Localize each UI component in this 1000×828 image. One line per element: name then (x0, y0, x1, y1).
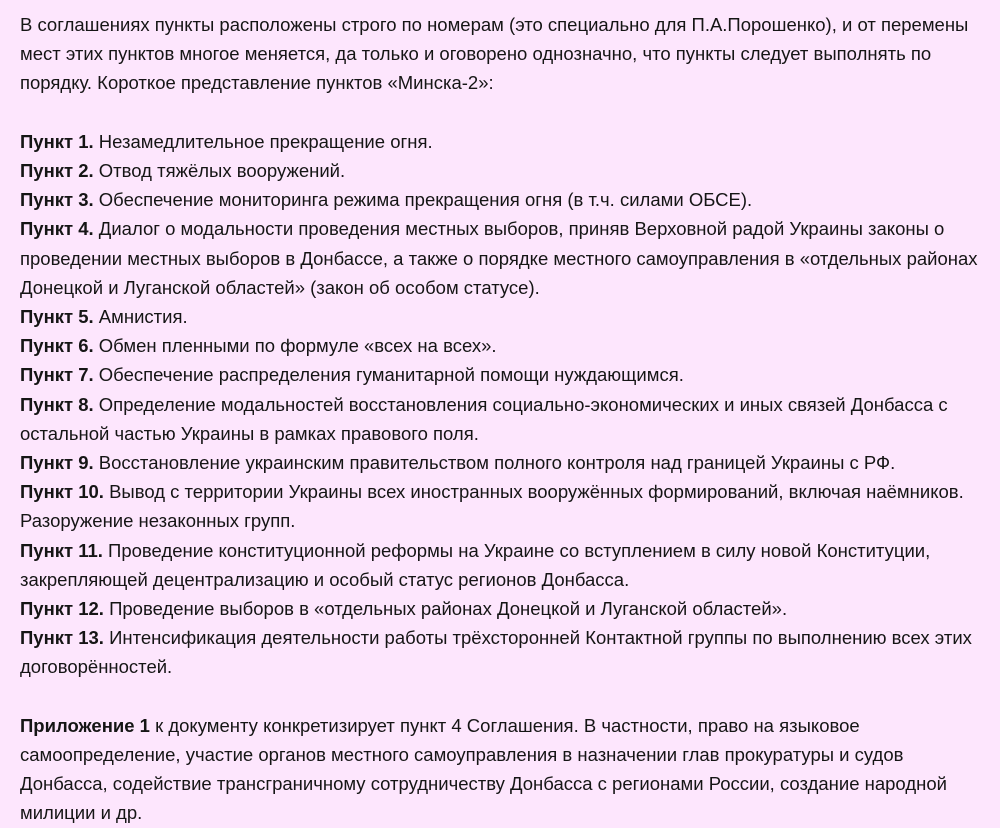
point-label: Пункт 6. (20, 335, 94, 357)
points-list (20, 127, 980, 682)
point-label: Пункт 1. (20, 130, 94, 152)
point-11 (20, 536, 980, 594)
point-13 (20, 623, 980, 681)
point-label: Пункт 4. (20, 218, 94, 240)
point-2 (20, 156, 980, 185)
point-label: Пункт 2. (20, 160, 94, 181)
appendix-text: к документу конкретизирует пункт 4 Соглашения. В частности, право на языковое самоопределение, участие органов местного самоуправления в назначении глав прокуратуры и судов Донбасса, содействие трансграничному сотрудничеству Донбасса с регионами России, создание народной милиции и др. (20, 714, 947, 824)
point-3 (20, 185, 980, 214)
point-4 (20, 214, 980, 302)
appendix-paragraph (20, 711, 980, 828)
point-text: Вывод с территории Украины всех иностранных вооружённых формирований, включая наёмников. Разоружение незаконных групп. (20, 481, 964, 532)
point-text: Незамедлительное прекращение огня. (93, 130, 433, 152)
point-text: Обмен пленными по формуле «всех на всех». (93, 335, 497, 357)
point-5 (20, 302, 980, 331)
point-10 (20, 477, 980, 535)
point-7 (20, 360, 980, 389)
point-8 (20, 390, 980, 448)
point-text: Диалог о модальности проведения местных выборов, приняв Верховной радой Украины законы о проведении местных выборов в Донбассе, а также о порядке местного самоуправления в «отдельных районах Донецкой и Луганской областей» (закон об особом статусе). (20, 218, 978, 298)
intro-paragraph: В соглашениях пункты расположены строго по номерам (это специально для П.А.Порошенко), и от перемены мест этих пунктов многое меняется, да только и оговорено однозначно, что пункты следует выполнять по порядку. Короткое представление пунктов «Минска-2»: (20, 14, 969, 94)
point-text: Интенсификация деятельности работы трёхсторонней Контактной группы по выполнению всех этих договорённостей. (20, 627, 972, 678)
point-12 (20, 594, 980, 623)
paragraph-spacer (20, 682, 980, 711)
point-text: Проведение конституционной реформы на Украине со вступлением в силу новой Конституции, закрепляющей децентрализацию и особый статус регионов Донбасса. (20, 539, 931, 590)
point-label: Пункт 13. (20, 627, 104, 649)
point-9 (20, 448, 980, 477)
appendix-label: Приложение 1 (20, 714, 150, 736)
point-text: Восстановление украинским правительством полного контроля над границей Украины с РФ. (93, 452, 896, 474)
point-6 (20, 331, 980, 360)
point-label: Пункт 12. (20, 598, 104, 620)
point-text: Обеспечение мониторинга режима прекращения огня (в т.ч. силами ОБСЕ). (93, 189, 753, 211)
point-label: Пункт 8. (20, 393, 94, 415)
point-text: Проведение выборов в «отдельных районах Донецкой и Луганской областей». (103, 598, 788, 620)
paragraph-spacer (20, 98, 980, 127)
point-text: Амнистия. (93, 306, 188, 328)
point-label: Пункт 9. (20, 452, 94, 474)
point-label: Пункт 7. (20, 364, 94, 386)
point-label: Пункт 11. (20, 539, 103, 561)
point-1 (20, 127, 980, 156)
point-text: Определение модальностей восстановления социально-экономических и иных связей Донбасса с остальной частью Украины в рамках правового поля. (20, 393, 948, 444)
point-label: Пункт 10. (20, 481, 104, 503)
point-label: Пункт 5. (20, 306, 94, 328)
point-text: Обеспечение распределения гуманитарной помощи нуждающимся. (93, 364, 684, 386)
point-text: Отвод тяжёлых вооружений. (93, 160, 346, 181)
point-label: Пункт 3. (20, 189, 94, 211)
